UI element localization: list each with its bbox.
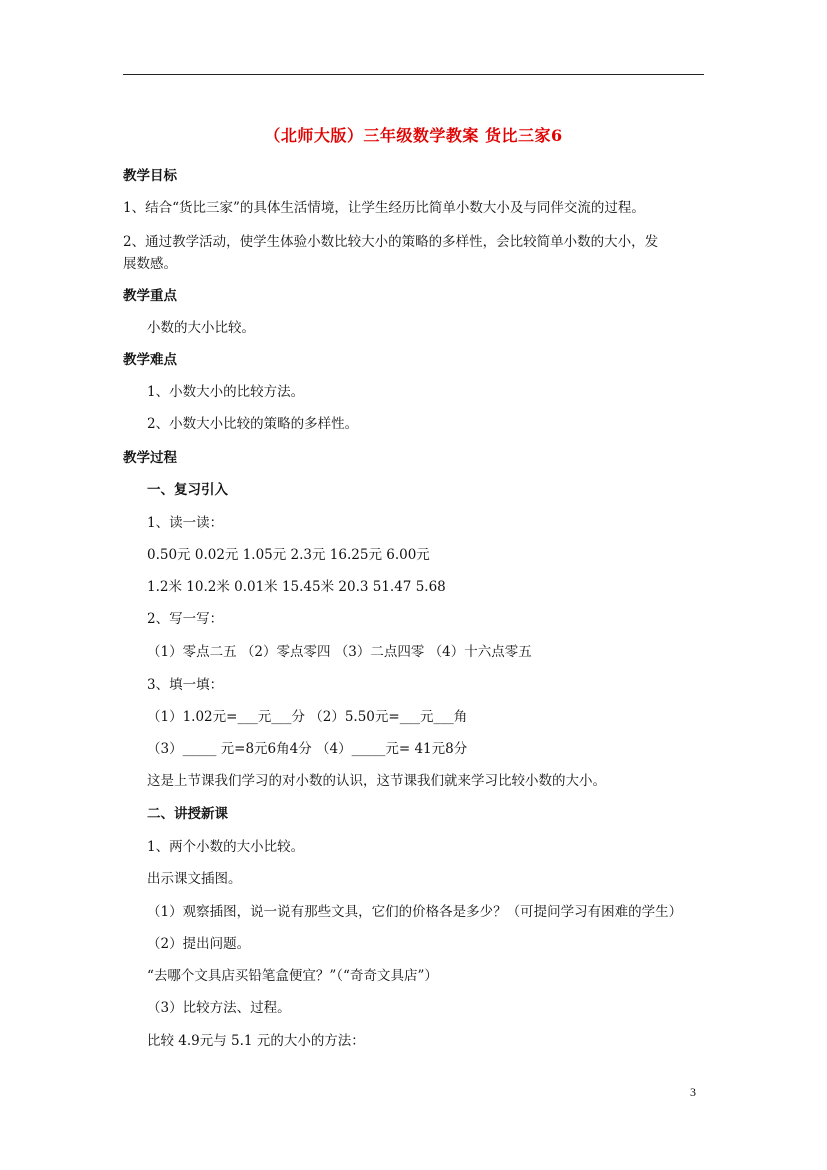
body-line: 1.2米 10.2米 0.01米 15.45米 20.3 51.47 5.68: [147, 579, 446, 595]
body-line: （1）1.02元=___元___分 （2）5.50元=___元___角: [147, 709, 468, 725]
section-heading: 二、讲授新课: [147, 806, 228, 822]
body-line: 这是上节课我们学习的对小数的认识，这节课我们就来学习比较小数的大小。: [147, 773, 606, 789]
body-line: “去哪个文具店买铅笔盒便宜？”（“奇奇文具店”）: [147, 968, 438, 984]
body-line: 3、填一填：: [147, 677, 224, 693]
body-line: 出示课文插图。: [147, 871, 242, 887]
body-line: 0.50元 0.02元 1.05元 2.3元 16.25元 6.00元: [147, 547, 430, 563]
body-line: 展数感。: [123, 256, 177, 272]
body-line: 1、两个小数的大小比较。: [147, 839, 305, 855]
header-rule: [123, 74, 704, 75]
body-line: （3）比较方法、过程。: [147, 1000, 291, 1016]
section-heading: 教学重点: [123, 288, 177, 304]
document-title: （北师大版）三年级数学教案 货比三家6: [264, 126, 563, 145]
body-line: 比较 4.9元与 5.1 元的大小的方法：: [147, 1033, 365, 1049]
body-line: （2）提出问题。: [147, 936, 251, 952]
body-line: （1）零点二五 （2）零点零四 （3）二点四零 （4）十六点零五: [147, 644, 532, 660]
page-number: 3: [690, 1085, 696, 1099]
section-heading: 教学过程: [123, 450, 177, 466]
section-heading: 教学目标: [123, 168, 177, 184]
body-line: 2、通过教学活动，使学生体验小数比较大小的策略的多样性，会比较简单小数的大小，发: [123, 234, 659, 250]
body-line: 小数的大小比较。: [147, 320, 255, 336]
body-line: 1、小数大小的比较方法。: [147, 384, 305, 400]
body-line: 1、结合“货比三家”的具体生活情境，让学生经历比简单小数大小及与同伴交流的过程。: [123, 200, 645, 216]
body-line: 1、读一读：: [147, 515, 224, 531]
section-heading: 一、复习引入: [147, 482, 228, 498]
body-line: 2、小数大小比较的策略的多样性。: [147, 416, 359, 432]
body-line: 2、写一写：: [147, 611, 224, 627]
body-line: （3）_____ 元=8元6角4分 （4）_____元= 41元8分: [147, 741, 468, 757]
section-heading: 教学难点: [123, 352, 177, 368]
body-line: （1）观察插图，说一说有那些文具，它们的价格各是多少？（可提问学习有困难的学生）: [147, 904, 683, 920]
